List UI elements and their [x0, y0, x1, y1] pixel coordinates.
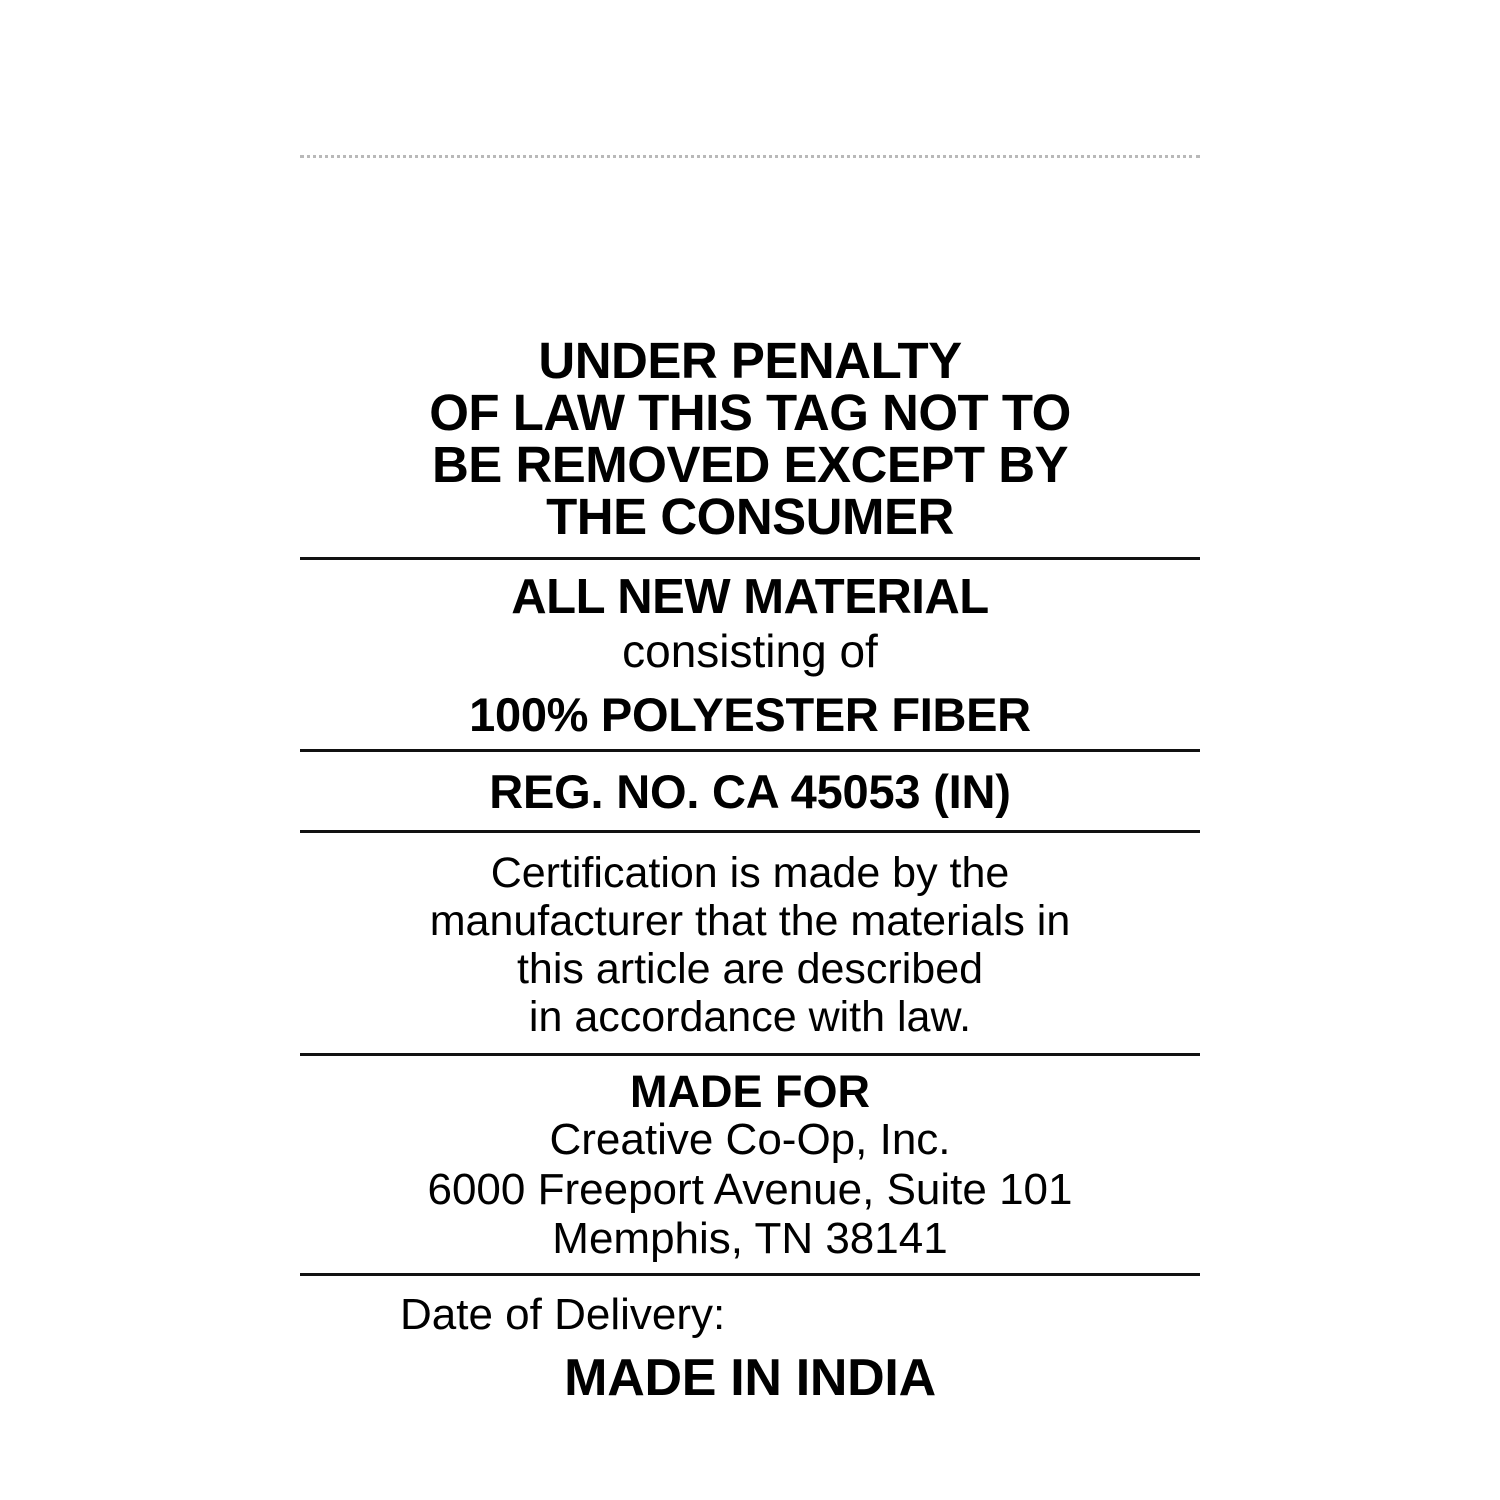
material-heading: ALL NEW MATERIAL	[511, 570, 989, 625]
penalty-notice-line-3: BE REMOVED EXCEPT BY	[431, 436, 1069, 494]
penalty-notice-line-1: UNDER PENALTY	[538, 332, 962, 389]
made-for-city-state-zip: Memphis, TN 38141	[552, 1213, 948, 1263]
registration-number: REG. NO. CA 45053 (IN)	[489, 764, 1011, 818]
date-of-delivery-label: Date of Delivery:	[400, 1290, 726, 1340]
label-content	[300, 332, 1200, 1408]
delivery-section	[300, 1276, 1200, 1408]
country-of-origin: MADE IN INDIA	[564, 1349, 936, 1408]
penalty-notice-line-4: THE CONSUMER	[546, 488, 954, 546]
made-for-section	[300, 1056, 1200, 1273]
certification-line-3: this article are described	[516, 945, 984, 994]
certification-line-1: Certification is made by the	[490, 848, 1010, 897]
material-section	[300, 560, 1200, 749]
certification-statement	[300, 833, 1200, 1054]
made-for-street: 6000 Freeport Avenue, Suite 101	[427, 1164, 1073, 1214]
material-consisting-of: consisting of	[622, 625, 878, 678]
penalty-notice	[300, 332, 1200, 557]
made-for-heading: MADE FOR	[630, 1066, 870, 1118]
perforation-line	[300, 155, 1200, 161]
made-for-company: Creative Co-Op, Inc.	[549, 1115, 951, 1165]
penalty-notice-line-2: OF LAW THIS TAG NOT TO	[429, 384, 1071, 442]
certification-line-2: manufacturer that the materials in	[429, 896, 1071, 945]
certification-line-4: in accordance with law.	[528, 993, 972, 1042]
material-fiber-content: 100% POLYESTER FIBER	[469, 687, 1031, 741]
